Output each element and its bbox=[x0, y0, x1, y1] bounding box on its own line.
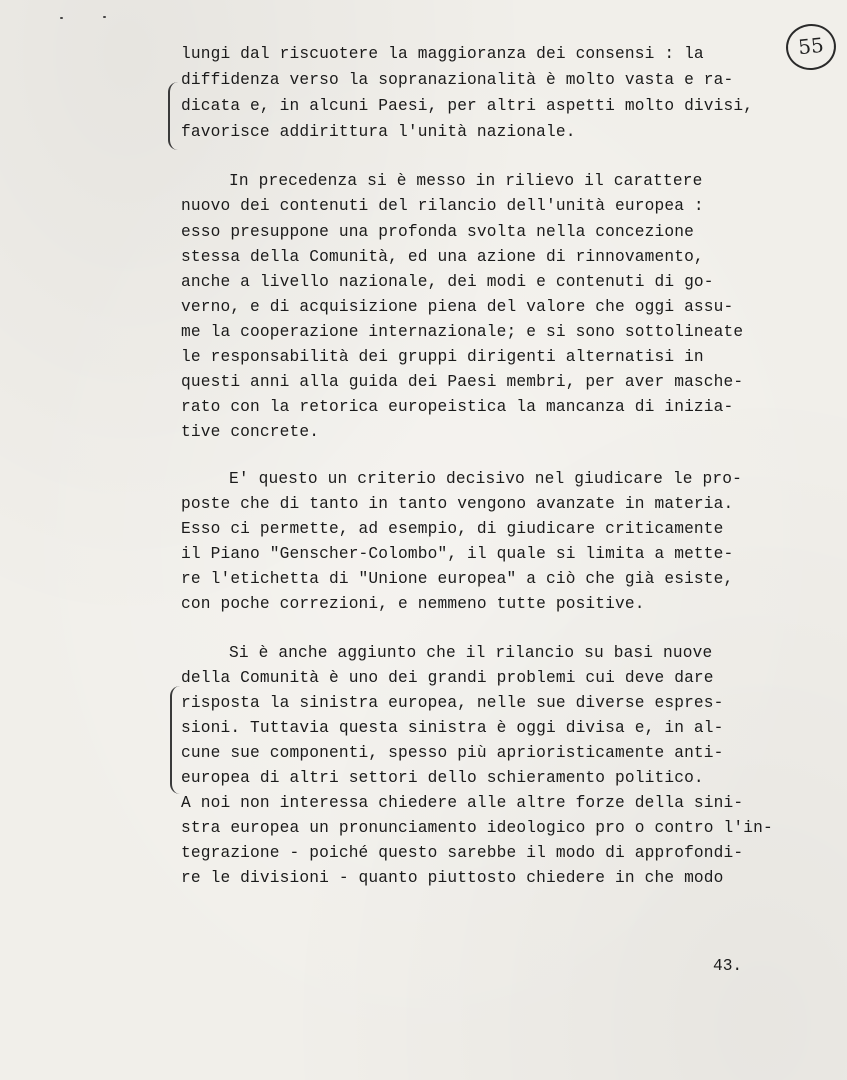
text-line: re l'etichetta di "Unione europea" a ciò che già esiste, bbox=[181, 570, 734, 588]
text-line: le responsabilità dei gruppi dirigenti alternatisi in bbox=[181, 348, 704, 366]
text-line: della Comunità è uno dei grandi problemi cui deve dare bbox=[181, 669, 714, 687]
text-line: lungi dal riscuotere la maggioranza dei consensi : la bbox=[181, 45, 704, 63]
text-line: tive concrete. bbox=[181, 423, 320, 441]
text-line: risposta la sinistra europea, nelle sue diverse espres- bbox=[181, 694, 724, 712]
text-line: verno, e di acquisizione piena del valore che oggi assu- bbox=[181, 298, 734, 316]
text-line: stra europea un pronunciamento ideologico pro o contro l'in- bbox=[181, 819, 773, 837]
text-line: Esso ci permette, ad esempio, di giudicare criticamente bbox=[181, 520, 724, 538]
scan-speck bbox=[103, 16, 106, 18]
text-line: Si è anche aggiunto che il rilancio su basi nuove bbox=[229, 644, 713, 662]
text-line: nuovo dei contenuti del rilancio dell'unità europea : bbox=[181, 197, 704, 215]
text-line: re le divisioni - quanto piuttosto chiedere in che modo bbox=[181, 869, 724, 887]
text-line: me la cooperazione internazionale; e si sono sottolineate bbox=[181, 323, 744, 341]
text-line: diffidenza verso la sopranazionalità è molto vasta e ra- bbox=[181, 71, 734, 89]
text-line: europea di altri settori dello schieramento politico. bbox=[181, 769, 704, 787]
text-line: tegrazione - poiché questo sarebbe il modo di approfondi- bbox=[181, 844, 744, 862]
page-number: 43. bbox=[713, 957, 743, 975]
archive-number-stamp: 55 bbox=[784, 22, 839, 73]
text-line: rato con la retorica europeistica la mancanza di inizia- bbox=[181, 398, 734, 416]
text-line: anche a livello nazionale, dei modi e contenuti di go- bbox=[181, 273, 714, 291]
text-line: dicata e, in alcuni Paesi, per altri aspetti molto divisi, bbox=[181, 97, 754, 115]
text-line: E' questo un criterio decisivo nel giudicare le pro- bbox=[229, 470, 742, 488]
text-line: poste che di tanto in tanto vengono avanzate in materia. bbox=[181, 495, 734, 513]
text-line: A noi non interessa chiedere alle altre forze della sini- bbox=[181, 794, 744, 812]
text-line: In precedenza si è messo in rilievo il carattere bbox=[229, 172, 703, 190]
scan-speck bbox=[60, 17, 63, 19]
margin-bracket bbox=[168, 82, 180, 150]
text-line: stessa della Comunità, ed una azione di rinnovamento, bbox=[181, 248, 704, 266]
text-line: il Piano "Genscher-Colombo", il quale si limita a mette- bbox=[181, 545, 734, 563]
text-line: con poche correzioni, e nemmeno tutte positive. bbox=[181, 595, 645, 613]
text-line: cune sue componenti, spesso più aprioristicamente anti- bbox=[181, 744, 724, 762]
text-line: favorisce addirittura l'unità nazionale. bbox=[181, 123, 576, 141]
text-line: questi anni alla guida dei Paesi membri, per aver masche- bbox=[181, 373, 744, 391]
text-line: sioni. Tuttavia questa sinistra è oggi divisa e, in al- bbox=[181, 719, 724, 737]
text-line: esso presuppone una profonda svolta nella concezione bbox=[181, 223, 694, 241]
